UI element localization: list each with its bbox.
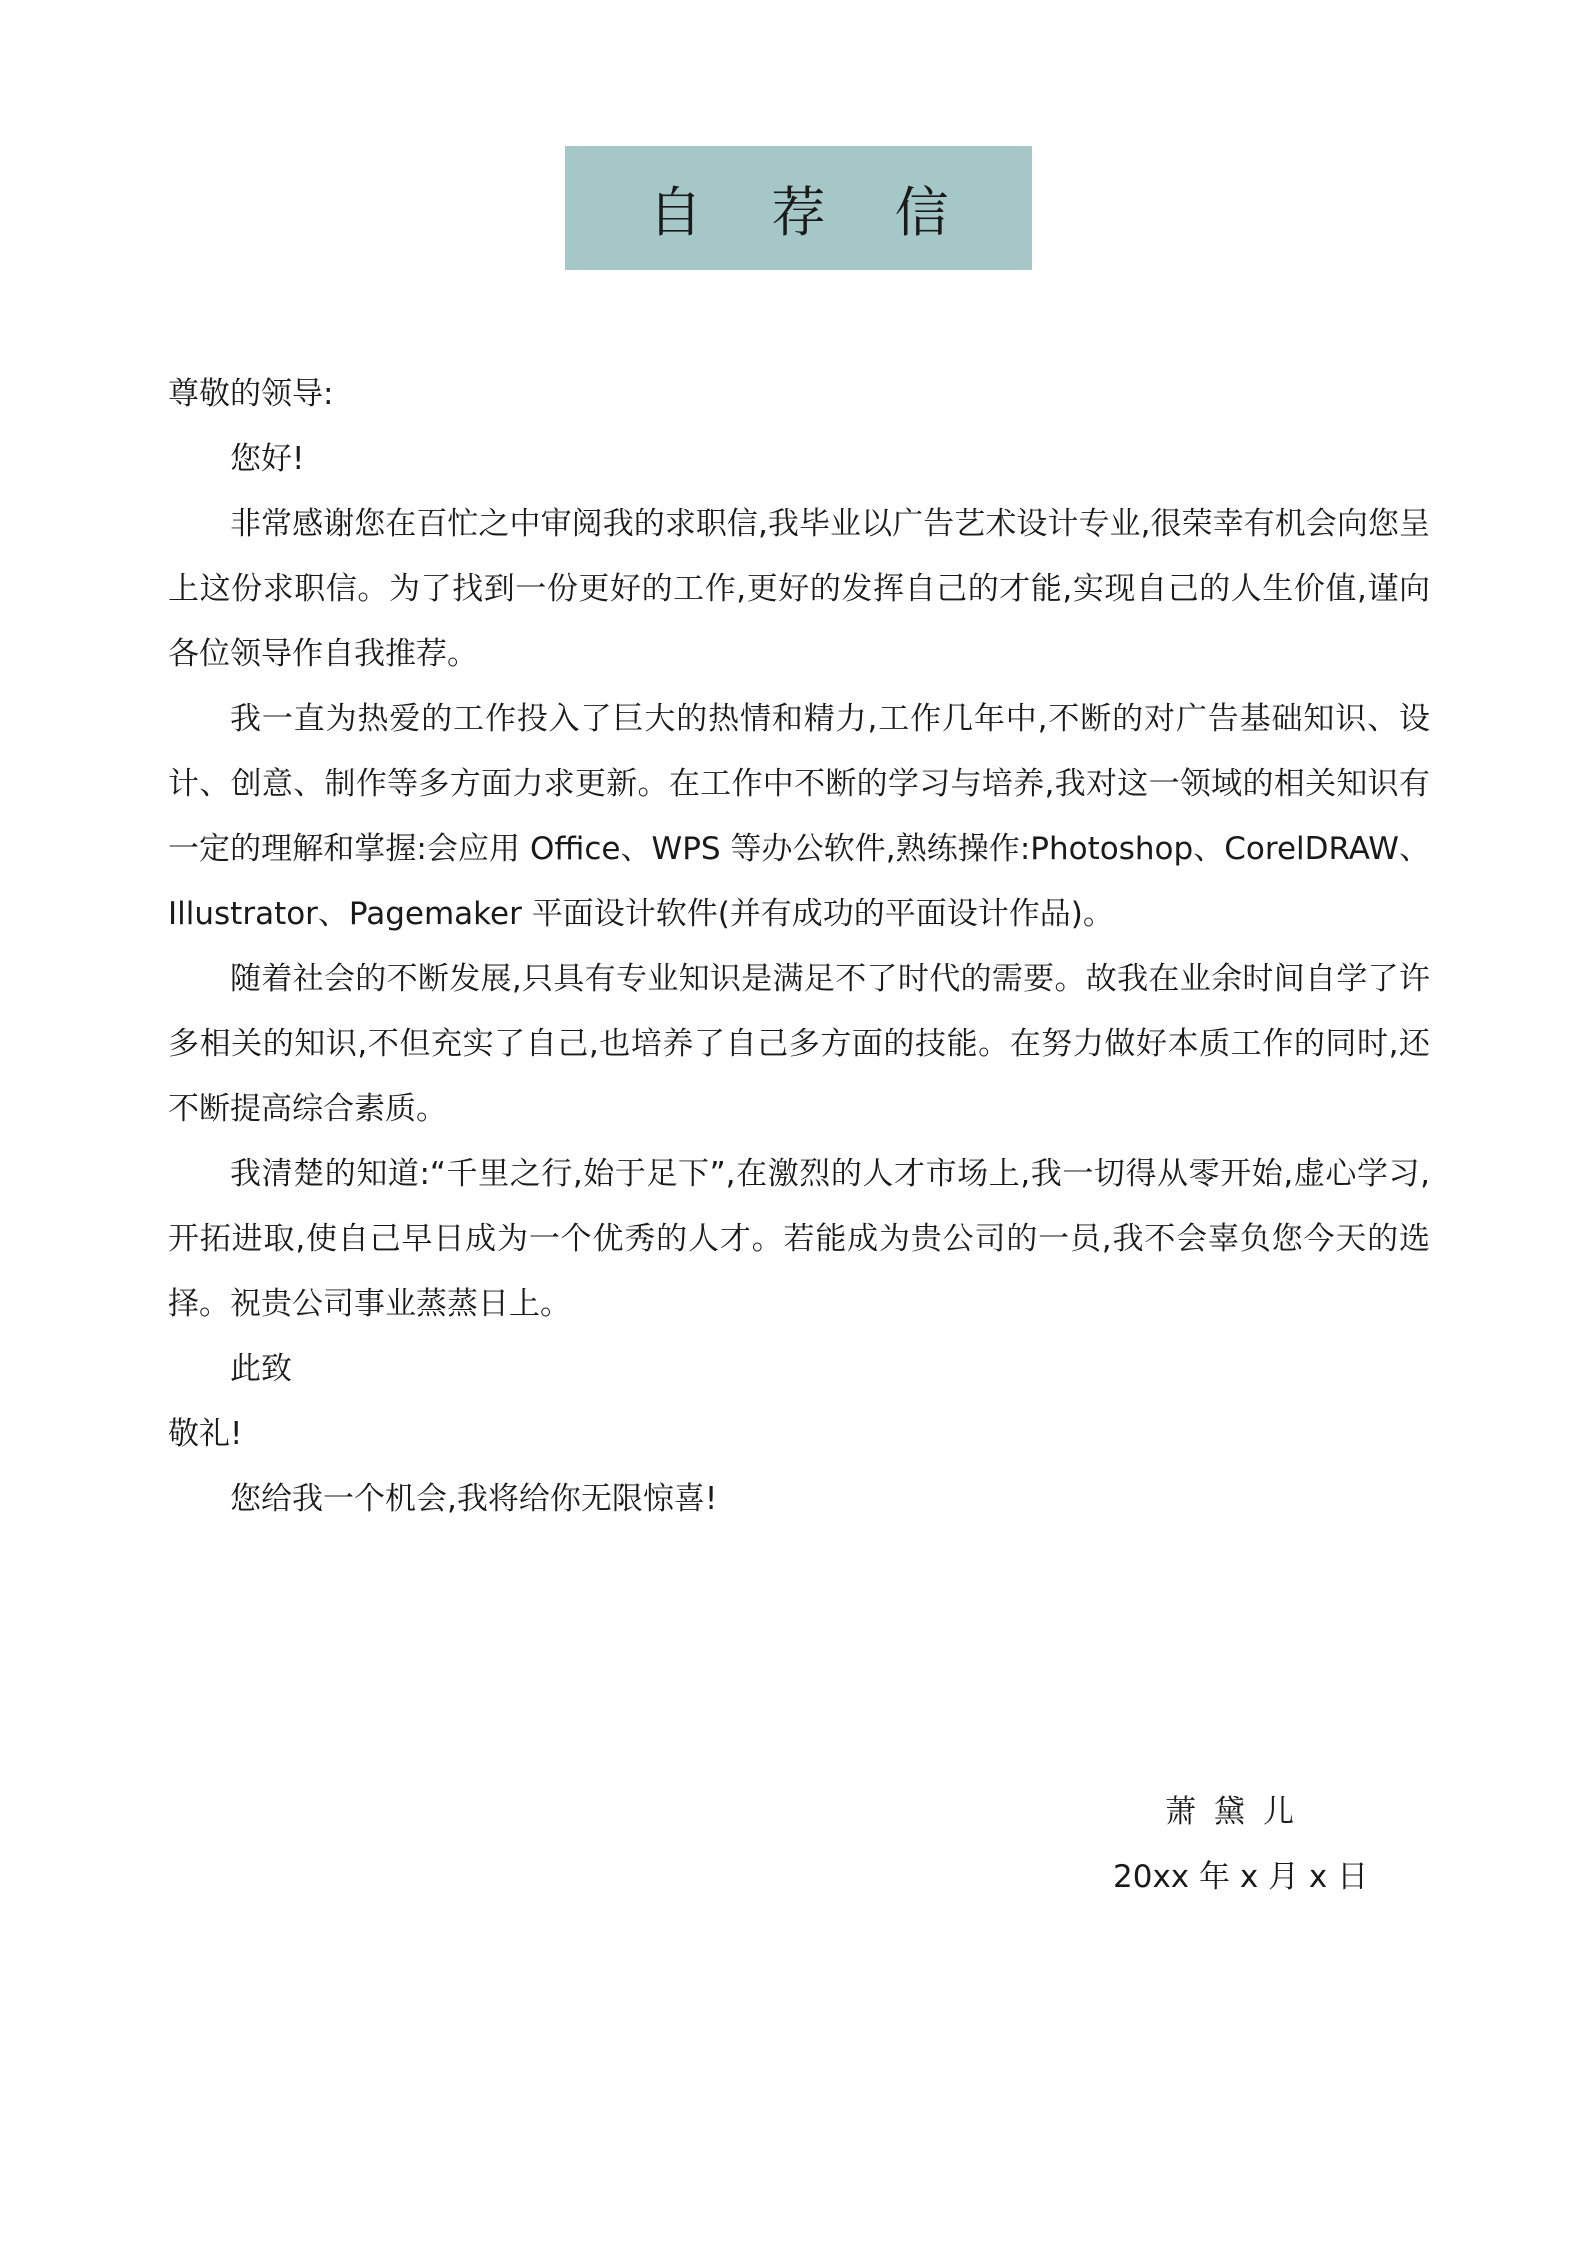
postscript: 您给我一个机会,我将给你无限惊喜! (230, 1481, 718, 1517)
paragraph-3: 随着社会的不断发展,只具有专业知识是满足不了时代的需要。故我在业余时间自学了许多相关的知识,不但充实了自己,也培养了自己多方面的技能。在努力做好本质工作的同时,还不断提高综合素质。 (168, 961, 1430, 1127)
signature-date: 20xx 年 x 月 x 日 (1113, 1859, 1369, 1895)
signature-block (1050, 1780, 1430, 1910)
title-banner (565, 146, 1032, 270)
closing-line-1: 此致 (230, 1351, 292, 1387)
salutation: 尊敬的领导: (168, 376, 334, 412)
paragraph-4: 我清楚的知道:“千里之行,始于足下”,在激烈的人才市场上,我一切得从零开始,虚心学习,开拓进取,使自己早日成为一个优秀的人才。若能成为贵公司的一员,我不会辜负您今天的选择。祝贵公司事业蒸蒸日上。 (168, 1156, 1430, 1322)
greeting: 您好! (230, 441, 305, 477)
paragraph-2: 我一直为热爱的工作投入了巨大的热情和精力,工作几年中,不断的对广告基础知识、设计、创意、制作等多方面力求更新。在工作中不断的学习与培养,我对这一领域的相关知识有一定的理解和掌握:会应用 Office、WPS 等办公软件,熟练操作:Photoshop、CorelDRAW、Illustrator、Pagemaker 平面设计软件(并有成功的平面设计作品)。 (168, 701, 1430, 932)
signature-name: 萧黛儿 (1165, 1794, 1312, 1830)
closing-line-2: 敬礼! (168, 1416, 243, 1452)
paragraph-1: 非常感谢您在百忙之中审阅我的求职信,我毕业以广告艺术设计专业,很荣幸有机会向您呈上这份求职信。为了找到一份更好的工作,更好的发挥自己的才能,实现自己的人生价值,谨向各位领导作自我推荐。 (168, 506, 1430, 672)
document-title: 自 荐 信 (648, 180, 975, 244)
letter-body (168, 362, 1430, 1532)
